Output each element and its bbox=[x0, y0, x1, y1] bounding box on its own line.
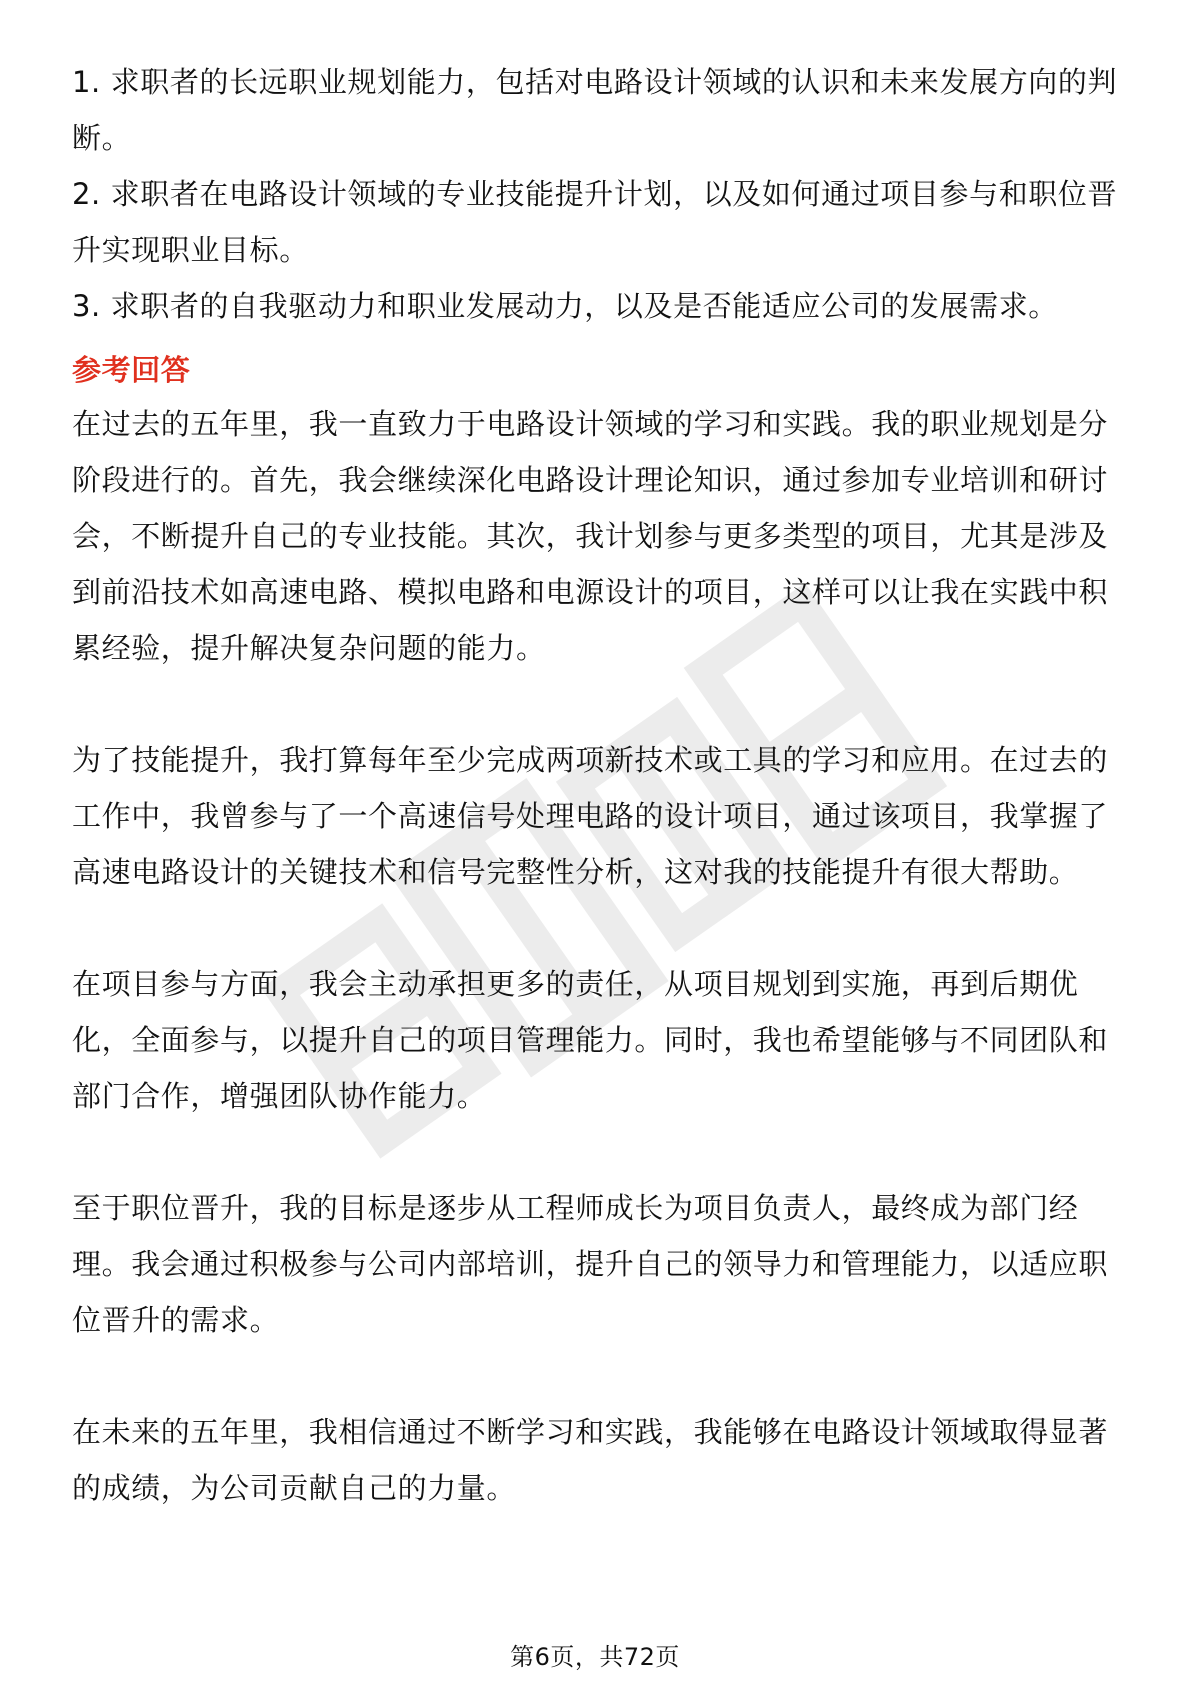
section-heading: 参考回答 bbox=[72, 353, 191, 387]
list-item: 1. 求职者的长远职业规划能力，包括对电路设计领域的认识和未来发展方向的判断。 bbox=[72, 65, 1118, 155]
answer-paragraph: 至于职位晋升，我的目标是逐步从工程师成长为项目负责人，最终成为部门经理。我会通过积极参与公司内部培训，提升自己的领导力和管理能力，以适应职位晋升的需求。 bbox=[72, 1191, 1109, 1337]
answer-paragraph: 在未来的五年里，我相信通过不断学习和实践，我能够在电路设计领域取得显著的成绩，为公司贡献自己的力量。 bbox=[72, 1415, 1109, 1505]
document-page bbox=[72, 54, 1120, 1516]
list-item: 2. 求职者在电路设计领域的专业技能提升计划，以及如何通过项目参与和职位晋升实现职业目标。 bbox=[72, 177, 1118, 267]
answer-paragraph: 在过去的五年里，我一直致力于电路设计领域的学习和实践。我的职业规划是分阶段进行的。首先，我会继续深化电路设计理论知识，通过参加专业培训和研讨会，不断提升自己的专业技能。其次，我计划参与更多类型的项目，尤其是涉及到前沿技术如高速电路、模拟电路和电源设计的项目，这样可以让我在实践中积累经验，提升解决复杂问题的能力。 bbox=[72, 407, 1109, 665]
answer-paragraph: 为了技能提升，我打算每年至少完成两项新技术或工具的学习和应用。在过去的工作中，我曾参与了一个高速信号处理电路的设计项目，通过该项目，我掌握了高速电路设计的关键技术和信号完整性分析，这对我的技能提升有很大帮助。 bbox=[72, 743, 1109, 889]
answer-paragraph: 在项目参与方面，我会主动承担更多的责任，从项目规划到实施，再到后期优化，全面参与，以提升自己的项目管理能力。同时，我也希望能够与不同团队和部门合作，增强团队协作能力。 bbox=[72, 967, 1109, 1113]
page-footer: 第6页，共72页 bbox=[510, 1643, 680, 1671]
list-item: 3. 求职者的自我驱动力和职业发展动力，以及是否能适应公司的发展需求。 bbox=[72, 289, 1058, 323]
